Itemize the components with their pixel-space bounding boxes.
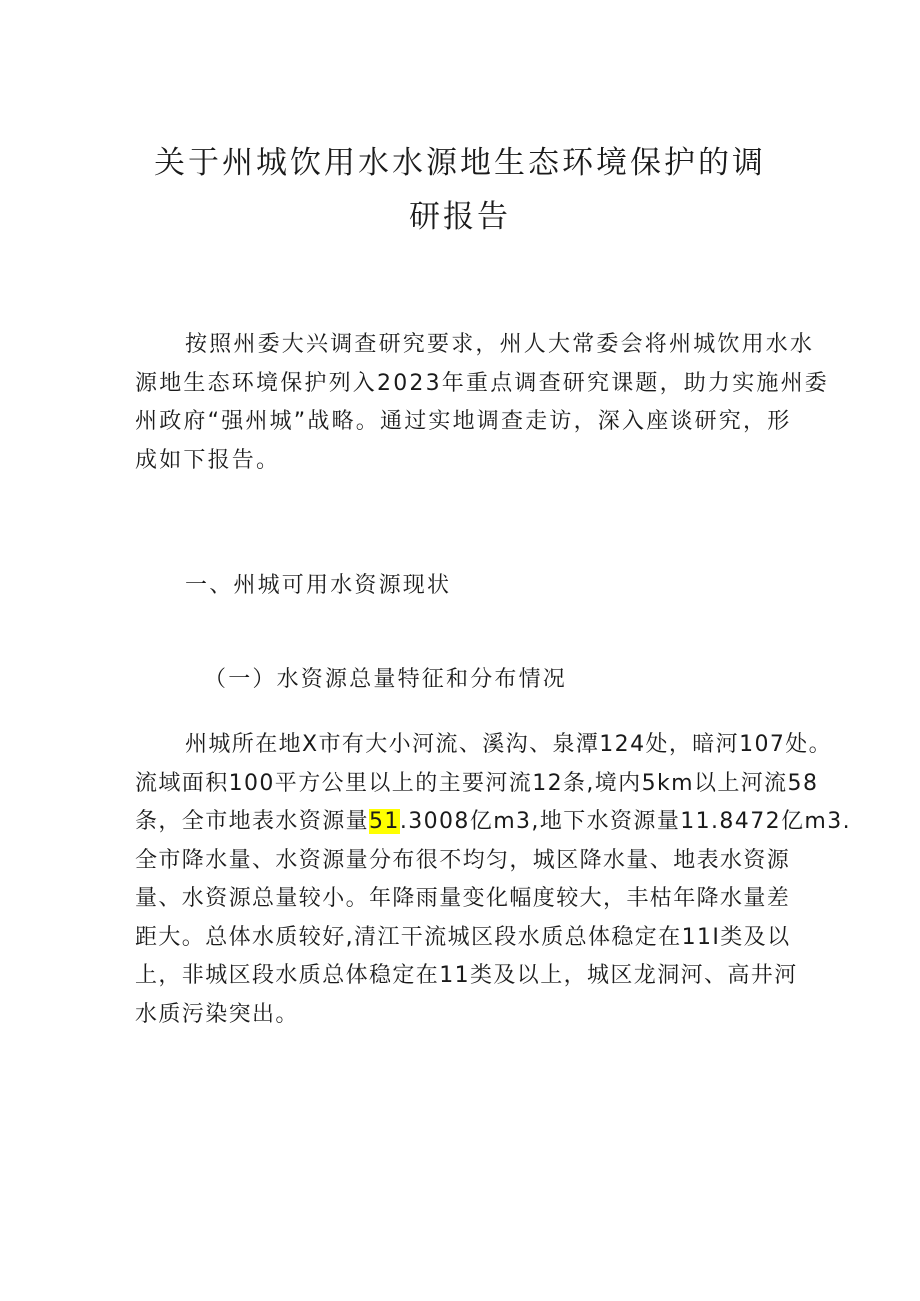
intro-line: 按照州委大兴调查研究要求，州人大常委会将州城饮用水水 [185, 332, 815, 357]
body-paragraph [135, 726, 852, 1034]
body-line: 全市降水量、水资源量分布很不均匀，城区降水量、地表水资源 [135, 847, 791, 873]
intro-line: 成如下报告。 [135, 447, 281, 473]
subsection-heading: （一）水资源总量特征和分布情况 [204, 667, 568, 692]
intro-paragraph [135, 326, 829, 480]
body-text-segment: .3008亿m3,地下水资源量11.8472亿m3. [399, 809, 852, 834]
body-line: 量、水资源总量较小。年降雨量变化幅度较大，丰枯年降水量差 [135, 886, 791, 911]
body-line: 流域面积100平方公里以上的主要河流12条,境内5km以上河流58 [135, 770, 819, 796]
body-line: 州城所在地X市有大小河流、溪沟、泉潭124处，暗河107处。 [185, 732, 833, 757]
body-line: 距大。总体水质较好,清江干流城区段水质总体稳定在11I类及以 [135, 924, 791, 950]
document-title-line-1: 关于州城饮用水水源地生态环境保护的调 [154, 145, 766, 181]
intro-line: 源地生态环境保护列入2023年重点调查研究课题，助力实施州委 [135, 370, 829, 396]
body-text-segment: 条，全市地表水资源量 [135, 809, 370, 834]
intro-line: 州政府“强州城”战略。通过实地调查走访，深入座谈研究，形 [135, 409, 792, 434]
highlighted-number: 51 [369, 809, 400, 834]
body-line: 上，非城区段水质总体稳定在11类及以上，城区龙洞河、高井河 [135, 963, 798, 988]
body-line: 水质污染突出。 [135, 1001, 299, 1027]
body-line [135, 803, 852, 842]
section-heading: 一、州城可用水资源现状 [185, 573, 452, 598]
document-title-line-2: 研报告 [409, 199, 511, 235]
